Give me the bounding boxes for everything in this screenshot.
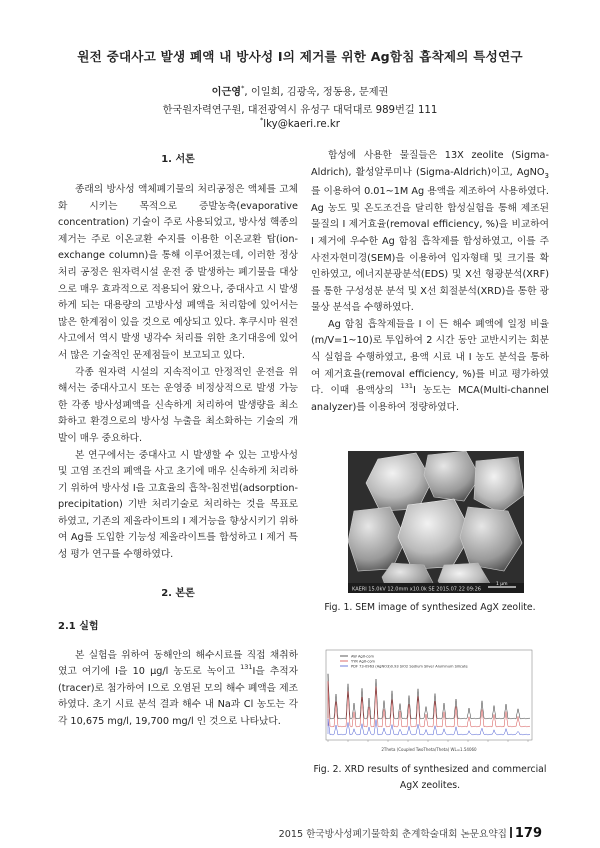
author-line — [0, 83, 600, 98]
footer-divider — [510, 827, 512, 838]
xrd-x-label: 2Theta (Coupled TwoTheta/Theta) WL=1.54060 — [381, 747, 477, 752]
email-address: lky@kaeri.re.kr — [263, 119, 340, 130]
intro-heading: 1. 서론 — [161, 154, 195, 165]
batch-test-paragraph: Ag 함침 흡착제들을 I 이 든 해수 폐액에 일정 비율(m/V=1~10)로 투입하여 2 시간 동안 교반시키는 회분식 실험을 수행하였고, 용액 시료 내 I 농도 분석을 통하여 제거효율(removal efficiency, %)를 비교 평가하였다. 이때 용액상의 $^{131}$I 농도는 MCA(Multi-channel analyzer)를 이용하여 정량하였다. — [311, 318, 549, 413]
sem-scale-label: 1 μm — [496, 582, 508, 587]
corresponding-mark: * — [241, 84, 245, 92]
intro-paragraph-1: 종래의 방사성 액체폐기물의 처리공정은 액체를 고체화 시키는 목적으로 증발농축(evaporative concentration) 기술이 주로 사용되었고, 방사성 핵종의 제거는 주로 이온교환 수지를 이용한 이온교환 탑(ion-exchange column)을 통해 이루어졌는데, 이러한 정상처리 공정은 원자력시설 운전 중 발생하는 폐기물을 대상으로 매우 효과적으로 적용되어 왔으나, 중대사고 시 발생하게 되는 대용량의 고방사성 폐액을 처리함에 있어서는 많은 한계점이 있을 것으로 예상되고 있다. 후쿠시마 원전사고에서 역시 발생 냉각수 처리를 위한 초기대응에 있어서 많은 기술적인 문제점들이 보고되고 있다. — [58, 184, 298, 361]
experiment-paragraph: 본 실험을 위하여 동해안의 해수시료를 직접 채취하였고 여기에 I을 10 μg/l 농도로 녹이고 $^{131}$I을 추적자(tracer)로 첨가하여 I으로 오염된 모의 해수 폐액을 제조하였다. 초기 시료 분석 결과 해수 내 Na과 Cl 농도는 각각 10,675 mg/l, 19,700 mg/l 인 것으로 나타났다. — [58, 649, 298, 728]
co-authors: , 이일희, 김광욱, 정동용, 문제권 — [244, 87, 389, 98]
xrd-plot — [314, 648, 536, 754]
figure-2-caption: Fig. 2. XRD results of synthesized and commercial AgX zeolites. — [313, 764, 547, 791]
affiliation: 한국원자력연구원, 대전광역시 유성구 대덕대로 989번길 111 — [162, 105, 438, 116]
body-heading: 2. 본론 — [161, 587, 195, 599]
experiment-heading: 2.1 실험 — [58, 620, 99, 632]
page-number: 179 — [514, 826, 542, 841]
right-column — [311, 148, 549, 416]
materials-paragraph: 합성에 사용한 물질들은 13X zeolite (Sigma-Aldrich), 활성알루미나 (Sigma-Aldrich)이고, AgNO$_3$를 이용하여 0.01~1M Ag 용액을 제조하여 사용하였다. Ag 농도 및 온도조건을 달리한 합성실험을 통해 제조된 물질의 I 제거효율(removal efficiency, %)을 비교하여 I 제거에 우수한 Ag 함침 흡착제를 합성하였고, 이를 주사전자현미경(SEM)을 이용하여 입자형태 및 크기를 확인하였고, 에너지분광분석(EDS) 및 X선 형광분석(XRF)를 통한 구성성분 분석 및 X선 회절분석(XRD)을 통한 광물상 분석을 수행하였다. — [311, 150, 549, 314]
intro-paragraph-2: 각종 원자력 시설의 지속적이고 안정적인 운전을 위해서는 중대사고시 또는 운영중 비정상적으로 발생 가능한 각종 방사성폐액을 신속하게 처리하여 발생량을 최소화하고 환경으로의 방사성 누출을 최소화하는 기술의 개발이 매우 중요하다. — [58, 366, 298, 444]
email-mark: * — [260, 116, 264, 124]
xrd-legend-label: AW AgX-com — [351, 654, 374, 659]
left-column — [58, 148, 298, 731]
intro-paragraph-3: 본 연구에서는 중대사고 시 발생할 수 있는 고방사성 및 고염 조건의 폐액을 사고 초기에 매우 신속하게 처리하기 위하여 방사성 I을 고효율의 흡착-침전법(adsorption-precipitation) 기반 처리기술로 처리하는 것을 목표로 하였고, 기존의 제올라이트의 I 제거능을 향상시키기 위하여 Ag를 도입한 기능성 제올라이트를 합성하고 I 제거 특성 평가 연구를 수행하였다. — [58, 449, 298, 561]
email-line — [0, 116, 600, 130]
footer-text: 2015 한국방사성폐기물학회 춘계학술대회 논문요약집 — [278, 829, 507, 840]
xrd-legend-label: YYR AgX-com — [351, 659, 376, 664]
lead-author: 이근영 — [211, 87, 242, 98]
sem-info-bar: KAERI 15.0kV 12.0mm x10.0k SE 2015.07.22 09:26 — [352, 586, 481, 593]
page-footer — [279, 826, 542, 841]
figure-1-caption: Fig. 1. SEM image of synthesized AgX zeolite. — [324, 602, 536, 613]
sem-image — [348, 451, 524, 593]
paper-title: 원전 중대사고 발생 폐액 내 방사성 I의 제거를 위한 Ag함침 흡착제의 특성연구 — [77, 49, 523, 64]
xrd-legend-label: PDF 73-0963 (AgNO3)0.93 SiO2 Sodium Silver Aluminum Silicate — [351, 664, 468, 669]
